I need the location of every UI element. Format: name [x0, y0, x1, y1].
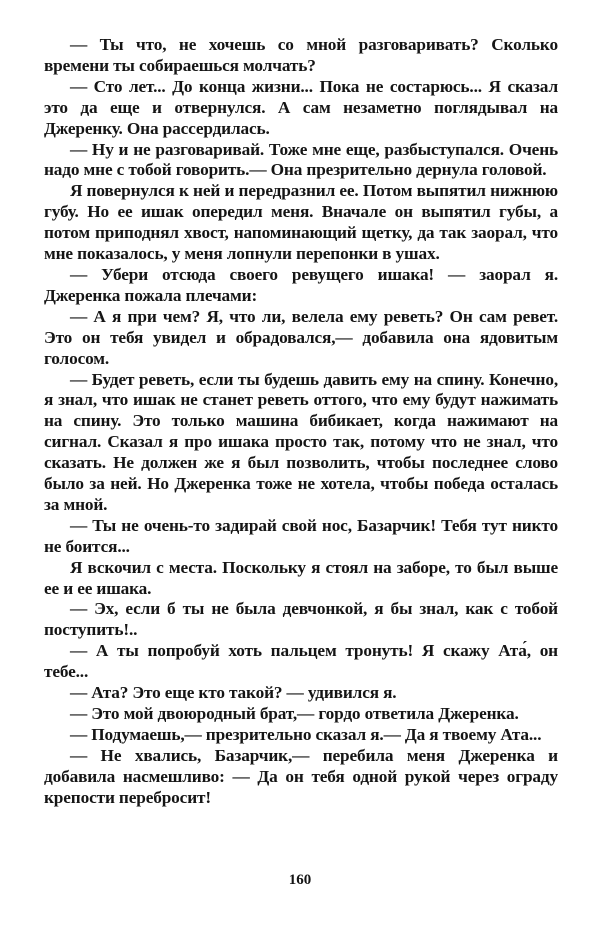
page-number: 160	[288, 872, 312, 888]
paragraph: — Ну и не разговаривай. Тоже мне еще, разбыступался. Очень надо мне с тобой говорить.— Она презрительно дернула головой.	[44, 139, 558, 180]
paragraph: — А ты попробуй хоть пальцем тронуть! Я скажу Ата́, он тебе...	[44, 641, 558, 682]
page-text	[44, 35, 558, 809]
paragraph: — Сто лет... До конца жизни... Пока не состарюсь... Я сказал это да еще и отвернулся. А сам незаметно поглядывал на Джеренку. Она рассердилась.	[44, 76, 558, 138]
paragraph: — Это мой двоюродный брат,— гордо ответила Джеренка.	[69, 704, 519, 723]
paragraph: — Подумаешь,— презрительно сказал я.— Да я твоему Ата...	[69, 724, 542, 744]
paragraph: Я вскочил с места. Поскольку я стоял на заборе, то был выше ее и ее ишака.	[44, 557, 558, 598]
paragraph: — Не хвались, Базарчик,— перебила меня Джеренка и добавила насмешливо: — Да он тебя одной рукой через ограду крепости перебросит!	[44, 745, 558, 807]
paragraph: Я повернулся к ней и передразнил ее. Потом выпятил нижнюю губу. Но ее ишак опередил меня. Вначале он выпятил губы, а потом приподнял хвост, напоминающий щетку, да так заорал, что мне показалось, у меня лопнули перепонки в ушах.	[44, 181, 558, 264]
paragraph: — Ата? Это еще кто такой? — удивился я.	[69, 683, 397, 703]
paragraph: — Убери отсюда своего ревущего ишака! — заорал я. Джеренка пожала плечами:	[44, 264, 558, 305]
paragraph: — Ты не очень-то задирай свой нос, Базарчик! Тебя тут никто не боится...	[44, 515, 558, 556]
paragraph: — Будет реветь, если ты будешь давить ему на спину. Конечно, я знал, что ишак не станет реветь оттого, что ему будут нажимать на спину. Это только машина бибикает, когда нажимают на сигнал. Сказал я про ишака просто так, потому что не знал, что сказать. Не должен же я был позволить, чтобы последнее слово было за ней. Но Джеренка тоже не хотела, чтобы победа осталась за мной.	[44, 369, 558, 514]
paragraph: — Ты что, не хочешь со мной разговаривать? Сколько времени ты собираешься молчать?	[44, 35, 558, 75]
paragraph: — А я при чем? Я, что ли, велела ему реветь? Он сам ревет. Это он тебя увидел и обрадовался,— добавила она ядовитым голосом.	[44, 306, 558, 368]
paragraph: — Эх, если б ты не была девчонкой, я бы знал, как с тобой поступить!..	[44, 599, 558, 640]
